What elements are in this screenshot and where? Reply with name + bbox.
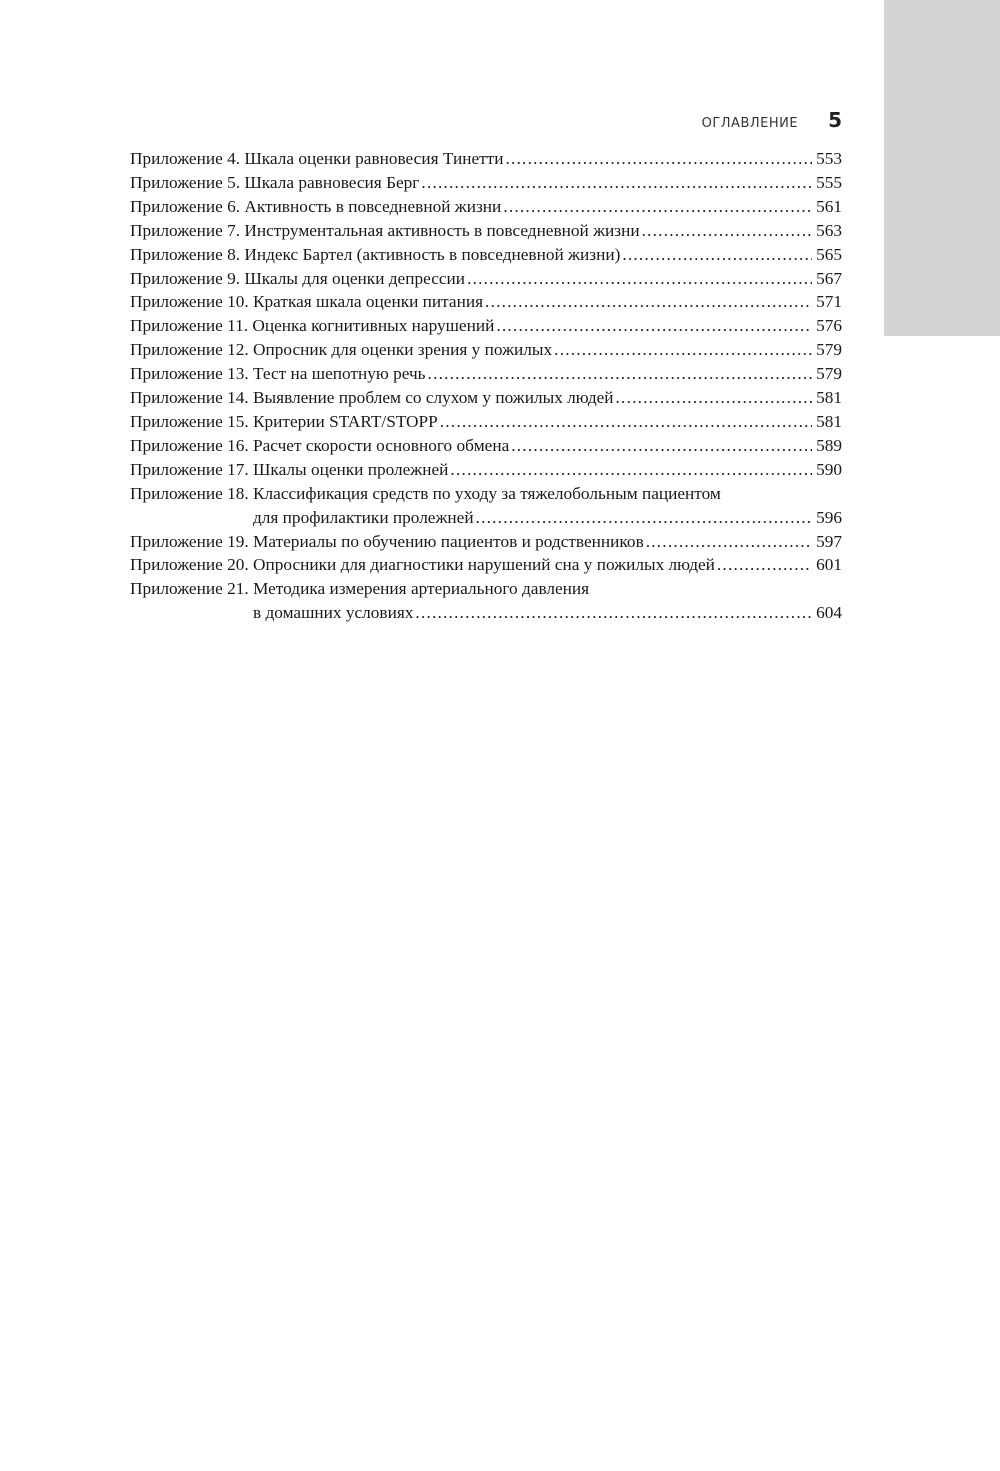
toc-entry-label: Приложение 18. xyxy=(130,483,253,503)
dot-leader xyxy=(440,410,812,434)
toc-entry-title: Расчет скорости основного обмена xyxy=(253,435,510,455)
toc-page-number: 563 xyxy=(816,220,842,240)
dot-leader xyxy=(476,506,812,530)
toc-page-number: 579 xyxy=(816,340,842,360)
toc-page-number: 555 xyxy=(816,172,842,192)
toc-page-number: 565 xyxy=(816,244,842,264)
toc-page-number: 596 xyxy=(816,507,842,527)
dot-leader xyxy=(421,171,812,195)
dot-leader xyxy=(642,219,812,243)
toc-line xyxy=(253,577,842,601)
dot-leader xyxy=(717,553,812,577)
toc-entry[interactable] xyxy=(130,577,842,625)
toc-entry[interactable] xyxy=(130,386,842,410)
dot-leader xyxy=(467,267,812,291)
toc-line xyxy=(244,243,842,267)
dot-leader xyxy=(554,338,812,362)
dot-leader xyxy=(428,362,813,386)
toc-page-number: 553 xyxy=(816,149,842,168)
toc-entry-title: Шкала оценки равновесия Тинетти xyxy=(244,149,504,168)
toc-line xyxy=(252,314,842,338)
toc-entry-title: Опросники для диагностики нарушений сна у пожилых людей xyxy=(253,555,715,575)
toc-entry-label: Приложение 16. xyxy=(130,435,253,455)
toc-entry-label: Приложение 20. xyxy=(130,555,253,575)
dot-leader xyxy=(511,434,812,458)
toc-line xyxy=(253,338,842,362)
toc-entry-title: Оценка когнитивных нарушений xyxy=(252,316,495,336)
toc-line xyxy=(253,386,842,410)
toc-entry[interactable] xyxy=(130,553,842,577)
toc-entry-body xyxy=(244,243,842,267)
toc-line xyxy=(253,530,842,554)
toc-line xyxy=(253,601,842,625)
toc-entry[interactable] xyxy=(130,171,842,195)
toc-page-number: 597 xyxy=(816,531,842,551)
dot-leader xyxy=(485,290,812,314)
toc-page-number: 579 xyxy=(816,364,842,384)
toc-entry[interactable] xyxy=(130,362,842,386)
toc-line xyxy=(253,410,842,434)
side-thumb-tab xyxy=(884,0,1000,336)
toc-entry-label: Приложение 9. xyxy=(130,268,245,288)
toc-line xyxy=(253,506,842,530)
toc-entry[interactable] xyxy=(130,338,842,362)
toc-line xyxy=(244,219,842,243)
toc-entry-body xyxy=(244,267,842,291)
dot-leader xyxy=(503,195,812,219)
toc-entry-body xyxy=(253,362,842,386)
toc-entry-title: Опросник для оценки зрения у пожилых xyxy=(253,340,553,360)
toc-page-number: 589 xyxy=(816,435,842,455)
dot-leader xyxy=(415,601,812,625)
toc-entry-label: Приложение 8. xyxy=(130,244,245,264)
toc-entry-body xyxy=(253,482,842,530)
toc-line xyxy=(253,458,842,482)
page-number: 5 xyxy=(828,108,842,132)
toc-entry-body xyxy=(253,410,842,434)
toc-entry-title: Краткая шкала оценки питания xyxy=(253,292,484,312)
toc-entry-body xyxy=(252,314,842,338)
toc-page-number: 561 xyxy=(816,196,842,216)
toc-entry-title: Шкала равновесия Берг xyxy=(244,172,420,192)
toc-entry[interactable] xyxy=(130,219,842,243)
toc-entry[interactable] xyxy=(130,530,842,554)
toc-entry-body xyxy=(253,338,842,362)
dot-leader xyxy=(616,386,813,410)
toc-entry-body xyxy=(253,553,842,577)
dot-leader xyxy=(496,314,812,338)
toc-entry-title: Материалы по обучению пациентов и родственников xyxy=(253,531,644,551)
toc-page-number: 581 xyxy=(816,388,842,408)
toc-entry-title: Шкалы оценки пролежней xyxy=(253,459,449,479)
toc-entry[interactable] xyxy=(130,314,842,338)
toc-entry-title: Методика измерения артериального давления xyxy=(253,579,590,599)
toc-entry-title: Выявление проблем со слухом у пожилых людей xyxy=(253,388,614,408)
dot-leader xyxy=(646,530,812,554)
toc-line xyxy=(253,290,842,314)
toc-entry-body xyxy=(253,290,842,314)
toc-entry[interactable] xyxy=(130,195,842,219)
toc-page-number: 576 xyxy=(816,316,842,336)
toc-entry-label: Приложение 11. xyxy=(130,316,253,336)
toc-entry-title: Активность в повседневной жизни xyxy=(244,196,502,216)
toc-entry-label: Приложение 17. xyxy=(130,459,253,479)
toc-entry-label: Приложение 12. xyxy=(130,340,253,360)
toc-page-number: 567 xyxy=(816,268,842,288)
toc-line xyxy=(253,362,842,386)
dot-leader xyxy=(506,147,813,171)
toc-entry-label: Приложение 13. xyxy=(130,364,253,384)
toc-line xyxy=(244,171,842,195)
toc-entry-body xyxy=(253,386,842,410)
toc-entry-label: Приложение 4. xyxy=(130,149,245,168)
toc-entry[interactable] xyxy=(130,410,842,434)
toc-entry-title: Шкалы для оценки депрессии xyxy=(244,268,466,288)
toc-entry[interactable] xyxy=(130,290,842,314)
toc-entry[interactable] xyxy=(130,482,842,530)
toc-entry-title: в домашних условиях xyxy=(253,603,414,623)
toc-entry-title: Индекс Бартел (активность в повседневной жизни) xyxy=(244,244,621,264)
toc-entry[interactable] xyxy=(130,434,842,458)
toc-entry-title: Критерии START/STOPP xyxy=(253,411,438,431)
toc-entry-label: Приложение 6. xyxy=(130,196,245,216)
toc-line xyxy=(253,434,842,458)
toc-entry-body xyxy=(244,147,842,171)
toc-entry-title: Инструментальная активность в повседневной жизни xyxy=(244,220,640,240)
toc-entry-body xyxy=(244,219,842,243)
section-title: ОГЛАВЛЕНИЕ xyxy=(701,116,799,131)
toc-entry-body xyxy=(244,195,842,219)
toc-entry-body xyxy=(253,530,842,554)
table-of-contents xyxy=(130,147,842,625)
toc-entry-label: Приложение 14. xyxy=(130,388,253,408)
toc-entry-label: Приложение 10. xyxy=(130,292,253,312)
toc-entry-label: Приложение 19. xyxy=(130,531,253,551)
toc-entry-title: для профилактики пролежней xyxy=(253,507,474,527)
toc-entry[interactable] xyxy=(130,267,842,291)
toc-entry-title: Тест на шепотную речь xyxy=(253,364,426,384)
toc-entry-title: Классификация средств по уходу за тяжелобольным пациентом xyxy=(253,483,721,503)
toc-entry-body xyxy=(244,171,842,195)
toc-entry-label: Приложение 5. xyxy=(130,172,245,192)
toc-entry-body xyxy=(253,434,842,458)
dot-leader xyxy=(450,458,812,482)
toc-line xyxy=(244,195,842,219)
toc-page-number: 604 xyxy=(816,603,842,623)
toc-entry-body xyxy=(253,577,842,625)
toc-entry-label: Приложение 7. xyxy=(130,220,245,240)
toc-page-number: 590 xyxy=(816,459,842,479)
toc-entry[interactable] xyxy=(130,458,842,482)
toc-entry[interactable] xyxy=(130,243,842,267)
toc-page-number: 581 xyxy=(816,411,842,431)
toc-line xyxy=(253,482,842,506)
toc-page-number: 571 xyxy=(816,292,842,312)
toc-entry[interactable] xyxy=(130,147,842,171)
dot-leader xyxy=(622,243,812,267)
toc-entry-label: Приложение 21. xyxy=(130,579,253,599)
toc-entry-body xyxy=(253,458,842,482)
toc-line xyxy=(253,553,842,577)
toc-line xyxy=(244,267,842,291)
toc-entry-label: Приложение 15. xyxy=(130,411,253,431)
toc-page-number: 601 xyxy=(816,555,842,575)
running-header xyxy=(560,108,842,132)
toc-line xyxy=(244,147,842,171)
